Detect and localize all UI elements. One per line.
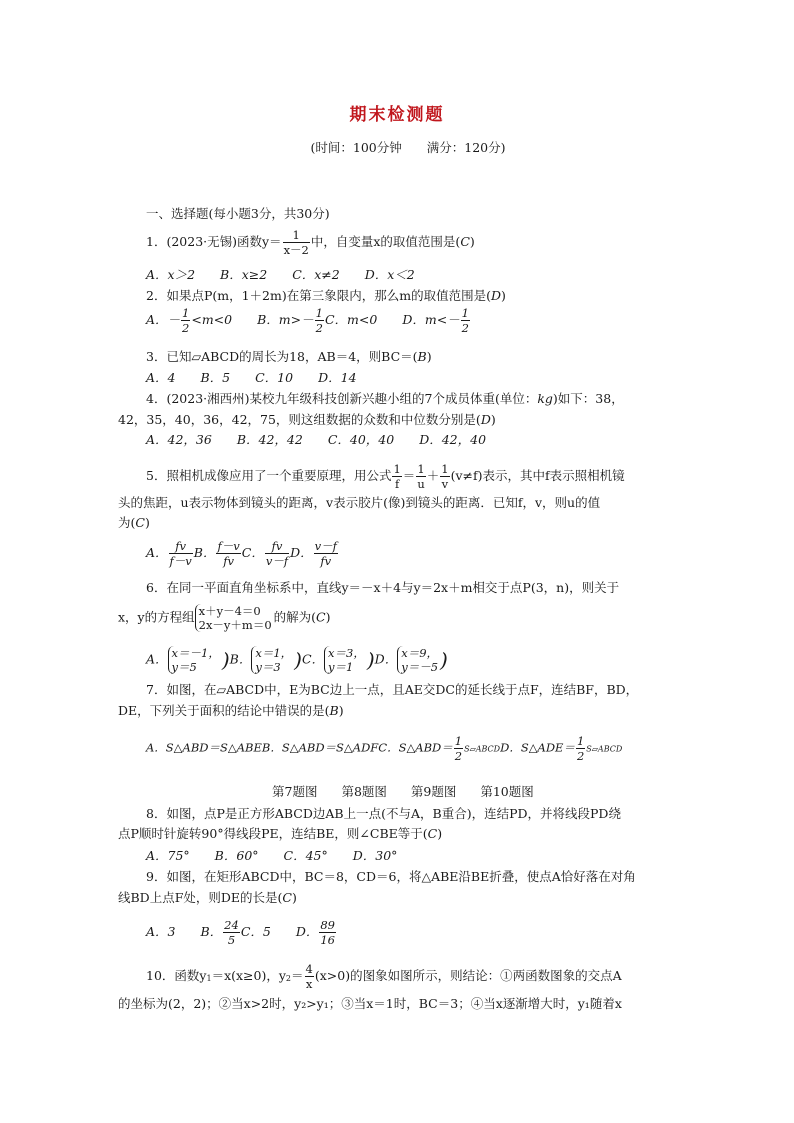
question-4-line2: 42，35，40，36，42，75，则这组数据的众数和中位数分别是(D) <box>118 412 496 427</box>
figure-caption: 第7题图 <box>272 784 318 799</box>
question-5-line2: 头的焦距，u表示物体到镜头的距离，v表示胶片(像)到镜头的距离．已知f，v，则u的值 <box>118 495 601 510</box>
page-title: 期末检测题 <box>349 105 445 125</box>
figure-caption: 第10题图 <box>480 784 534 799</box>
question-4-options: A．42，36 B．42，42 C．40，40 D．42，40 <box>146 432 487 447</box>
figure-caption: 第8题图 <box>341 784 387 799</box>
question-8-line2: 点P顺时针旋转90°得线段PE，连结BE，则∠CBE等于(C) <box>118 826 443 841</box>
exam-info: (时间：100分钟 满分：120分) <box>310 140 506 155</box>
question-5-line3: 为(C) <box>118 515 150 530</box>
equation-system: x＋y－4＝0 2x－y＋m＝0 <box>195 604 274 632</box>
figure-captions <box>272 784 558 800</box>
question-1-options: A．x＞2 B．x≥2 C．x≠2 D．x＜2 <box>146 267 415 282</box>
answer: C <box>460 234 470 249</box>
answer: D <box>490 288 501 303</box>
question-7-options: A．S△ABD＝S△ABEB．S△ABD＝S△ADFC．S△ABD＝ $\frac{1}{2}$ S▱ABCDD．S△ADE＝ $\frac{1}{2}$ S▱ABCD <box>146 734 623 763</box>
fraction: $\frac{1}{x-2}$ <box>283 228 309 257</box>
question-9-options: A．3 B． $\frac{24}{5}$ C．5 D． $\frac{89}{16}$ <box>146 918 335 947</box>
question-7-line2: DE，下列关于面积的结论中错误的是(B) <box>118 703 344 718</box>
question-5: 5．照相机成像应用了一个重要原理，用公式 $\frac{1}{f}$ ＝ $\frac{1}{u}$ ＋ $\frac{1}{v}$ (v≠f)表示，其中f表示照相机镜 <box>146 462 625 491</box>
question-2-options: A．－ $\frac{1}{2}$ <m<0 B．m>－ $\frac{1}{2}$ C．m<0 D．m<－ $\frac{1}{2}$ <box>146 306 469 335</box>
question-1: 1．(2023·无锡)函数y＝ $\frac{1}{x-2}$ 中，自变量x的取值范围是(C) <box>146 228 475 257</box>
question-2: 2．如果点P(m，1＋2m)在第三象限内，那么m的取值范围是(D) <box>146 288 506 303</box>
question-5-options: A． $\frac{fv}{f-v}$ B． $\frac{f-v}{fv}$ C． $\frac{fv}{v-f}$ D． $\frac{v-f}{fv}$ <box>146 539 337 568</box>
question-9: 9．如图，在矩形ABCD中，BC＝8，CD＝6，将△ABE沿BE折叠，使点A恰好落在对角 <box>146 869 636 884</box>
question-8-options: A．75° B．60° C．45° D．30° <box>146 848 398 863</box>
question-9-line2: 线BD上点F处，则DE的长是(C) <box>118 890 297 905</box>
section-heading: 一、选择题(每小题3分，共30分) <box>146 206 330 221</box>
question-3-options: A．4 B．5 C．10 D．14 <box>146 370 357 385</box>
question-4: 4．(2023·湘西州)某校九年级科技创新兴趣小组的7个成员体重(单位：kg)如下：38， <box>146 391 624 406</box>
question-6-line2: x，y的方程组 x＋y－4＝0 2x－y＋m＝0 的解为(C) <box>118 604 331 632</box>
question-8: 8．如图，点P是正方形ABCD边AB上一点(不与A，B重合)，连结PD，并将线段PD绕 <box>146 806 621 821</box>
question-10-line2: 的坐标为(2，2)；②当x>2时，y₂>y₁；③当x＝1时，BC＝3；④当x逐渐增大时，y₁随着x <box>118 996 622 1011</box>
question-7: 7．如图，在▱ABCD中，E为BC边上一点，且AE交DC的延长线于点F，连结BF，BD， <box>146 682 639 697</box>
figure-caption: 第9题图 <box>410 784 457 799</box>
question-6-options: A． x＝－1， y＝5 )B． x＝1， y＝3 )C． x＝3， y＝1 )D． x＝9， y＝－5 ) <box>146 646 448 674</box>
question-3: 3．已知▱ABCD的周长为18，AB＝4，则BC＝(B) <box>146 349 432 364</box>
question-6: 6．在同一平面直角坐标系中，直线y＝－x＋4与y＝2x＋m相交于点P(3，n)，则关于 <box>146 580 620 595</box>
question-10: 10．函数$y_1=x(x\ge 0)$，$y_2=$ $\frac{4}{x}$ (x>0)的图象如图所示，则结论：①两函数图象的交点A <box>146 962 622 991</box>
